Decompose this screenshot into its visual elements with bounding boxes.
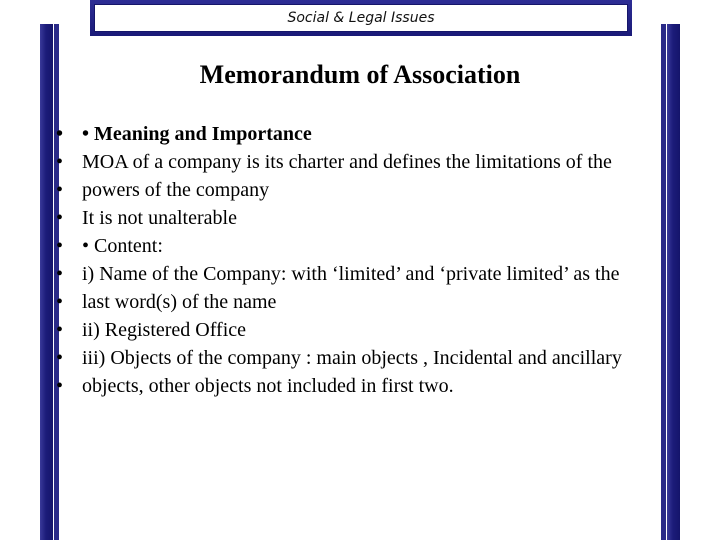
bullet-list [56,122,656,402]
header-text: Social & Legal Issues [287,10,435,26]
bullet-item: • It is not unalterable [56,206,656,230]
header-box [94,4,628,32]
slide-title: Memorandum of Association [199,60,521,89]
bullet-item: • iii) Objects of the company : main objects , Incidental and ancillary [56,346,656,370]
bullet-item: • objects, other objects not included in first two. [56,374,656,398]
right-decor-bar-inner [661,24,666,540]
left-decor-bar [40,24,53,540]
right-decor-bar [667,24,680,540]
bullet-item: • powers of the company [56,178,656,202]
bullet-item: • • Meaning and Importance [56,122,656,146]
bullet-item: • i) Name of the Company: with ‘limited’ and ‘private limited’ as the [56,262,656,286]
bullet-item: • last word(s) of the name [56,290,656,314]
bullet-item: • MOA of a company is its charter and defines the limitations of the [56,150,656,174]
bullet-item: • ii) Registered Office [56,318,656,342]
bullet-item: • • Content: [56,234,656,258]
